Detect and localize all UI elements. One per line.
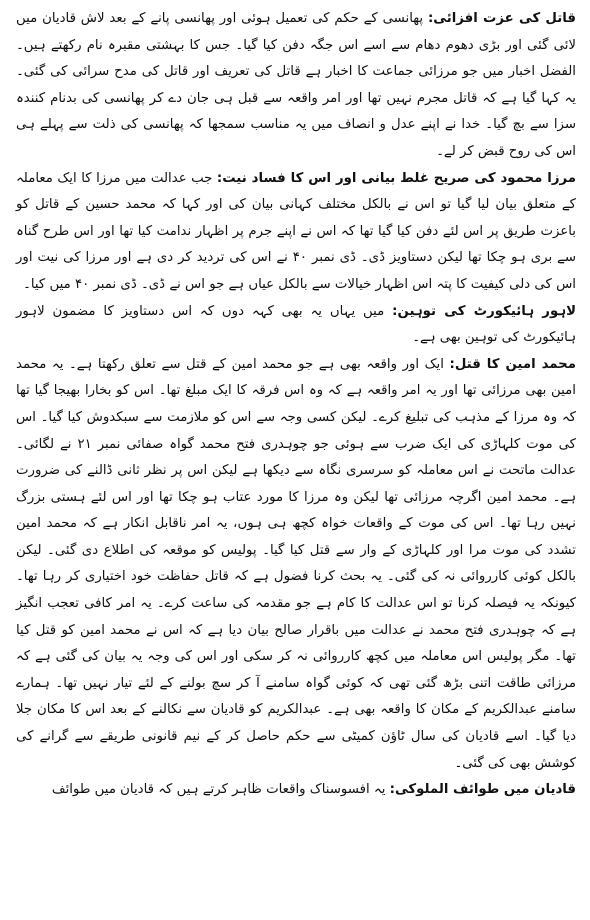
section-heading: قادیان میں طوائف الملوکی: [389, 782, 576, 798]
section-heading: مرزا محمود کی صریح غلط بیانی اور اس کا فساد نیت: [216, 170, 576, 186]
section-body: پھانسی کے حکم کی تعمیل ہوئی اور پھانسی پانے کے بعد لاش قادیان میں لائی گئی اور بڑی دھوم دھام سے اسے اس جگہ دفن کیا گیا۔ جس کا بہشتی مقبرہ نام رکھتے ہیں۔ الفضل اخبار میں جو مرزائی جماعت کا اخبار ہے قاتل کی تعریف اور قاتل کی مدح سرائی کی گئی۔ یہ کہا گیا ہے کہ قاتل مجرم نہیں تھا اور امر واقعہ سے قبل ہی جان دے کر پھانسی کی بدنام کنندہ سزا سے بچ گیا۔ خدا نے اپنے عدل و انصاف میں یہ مناسب سمجھا کہ پھانسی کی ذلت سے پہلے ہی اس کی روح قبض کر لے۔ [16, 11, 576, 159]
section-qatil-ki-izzat-afzai [16, 6, 576, 166]
section-heading: محمد امین کا قتل: [449, 356, 576, 372]
section-muhammad-amin-ka-qatl [16, 352, 576, 778]
section-heading: قاتل کی عزت افزائی: [427, 11, 576, 26]
section-heading: لاہور ہائیکورٹ کی توہین: [392, 303, 576, 319]
section-body: میں یہاں یہ بھی کہہ دوں کہ اس دستاویز کا مضمون لاہور ہائیکورٹ کی توہین بھی ہے۔ [16, 303, 576, 346]
section-mirza-mahmood-ghalat-bayani [16, 166, 576, 299]
section-body: ایک اور واقعہ بھی ہے جو محمد امین کے قتل سے تعلق رکھتا ہے۔ یہ محمد امین بھی مرزائی تھا اور یہ امر واقعہ ہے کہ وہ اس فرقہ کا ایک مبلغ تھا۔ اس کو بخارا بھیجا گیا تھا کہ وہ مرزا کے مذہب کی تبلیغ کرے۔ لیکن کسی وجہ سے اس کو ملازمت سے سبکدوش کیا گیا۔ اس کی موت کلہاڑی کی ایک ضرب سے ہوئی جو چوہدری فتح محمد گواہ صفائی نمبر ۲۱ نے لگائی۔ عدالت ماتحت نے اس معاملہ کو سرسری نگاہ سے دیکھا ہے لیکن اس پر نظر ثانی ڈالنے کی ضرورت ہے۔ محمد امین اگرچہ مرزائی تھا لیکن وہ مرزا کا مورد عتاب ہو چکا تھا اور اس لئے ہستی بزرگ نہیں رہا تھا۔ اس کی موت کے واقعات خواہ کچھ ہی ہوں، یہ امر ناقابل انکار ہے کہ محمد امین تشدد کی موت مرا اور کلہاڑی کے وار سے قتل کیا گیا۔ پولیس کو موقعہ کی اطلاع دی گئی۔ لیکن بالکل کوئی کارروائی نہ کی گئی۔ یہ بحث کرنا فضول ہے کہ قاتل حفاظت خود اختیاری کر رہا تھا۔ کیونکہ یہ فیصلہ کرنا تو اس عدالت کا کام ہے جو مقدمہ کی ساعت کرے۔ یہ امر کافی تعجب انگیز ہے کہ چوہدری فتح محمد نے عدالت میں باقرار صالح بیان دیا ہے کہ اس نے محمد امین کو قتل کیا تھا۔ مگر پولیس اس معاملہ میں کچھ کارروائی نہ کر سکی اور اس کی وجہ یہ بیان کی گئی ہے کہ مرزائی طاقت اتنی بڑھ گئی تھی کہ کوئی گواہ سامنے آ کر سچ بولنے کے لئے تیار نہیں تھا۔ ہمارے سامنے عبدالکریم کے مکان کا واقعہ بھی ہے۔ عبدالکریم کو قادیان سے نکالنے کے بعد اس کا مکان جلا دیا گیا۔ اسے قادیان کی سال ٹاؤن کمیٹی سے حکم حاصل کر کے نیم قانونی طریقے سے گرانے کی کوشش بھی کی گئی۔ [16, 356, 577, 771]
section-body: جب عدالت میں مرزا کا ایک معاملہ کے متعلق بیان لیا گیا تو اس نے بالکل مختلف کہانی بیان کی اور کہا کہ محمد حسین کے قاتل کو باعزت طریق پر اس لئے دفن کیا گیا تھا کہ اس نے اپنے جرم پر اظہار ندامت کیا تھا اور اس طرح گناہ سے بری ہو چکا تھا لیکن دستاویز ڈی۔ ڈی نمبر ۴۰ نے اس کی تردید کر دی ہے اور مرزا کی نیت اور اس کی دلی کیفیت کا پتہ اس اظہار خیالات سے بالکل عیاں ہے جو اس نے ڈی۔ ڈی نمبر ۴۰ میں کیا۔ [16, 170, 576, 292]
section-qadian-tawaif-ul-mulooki [16, 777, 576, 804]
section-body: یہ افسوسناک واقعات ظاہر کرتے ہیں کہ قادیان میں طوائف [51, 782, 390, 798]
section-lahore-highcourt-tauheen [16, 299, 576, 352]
